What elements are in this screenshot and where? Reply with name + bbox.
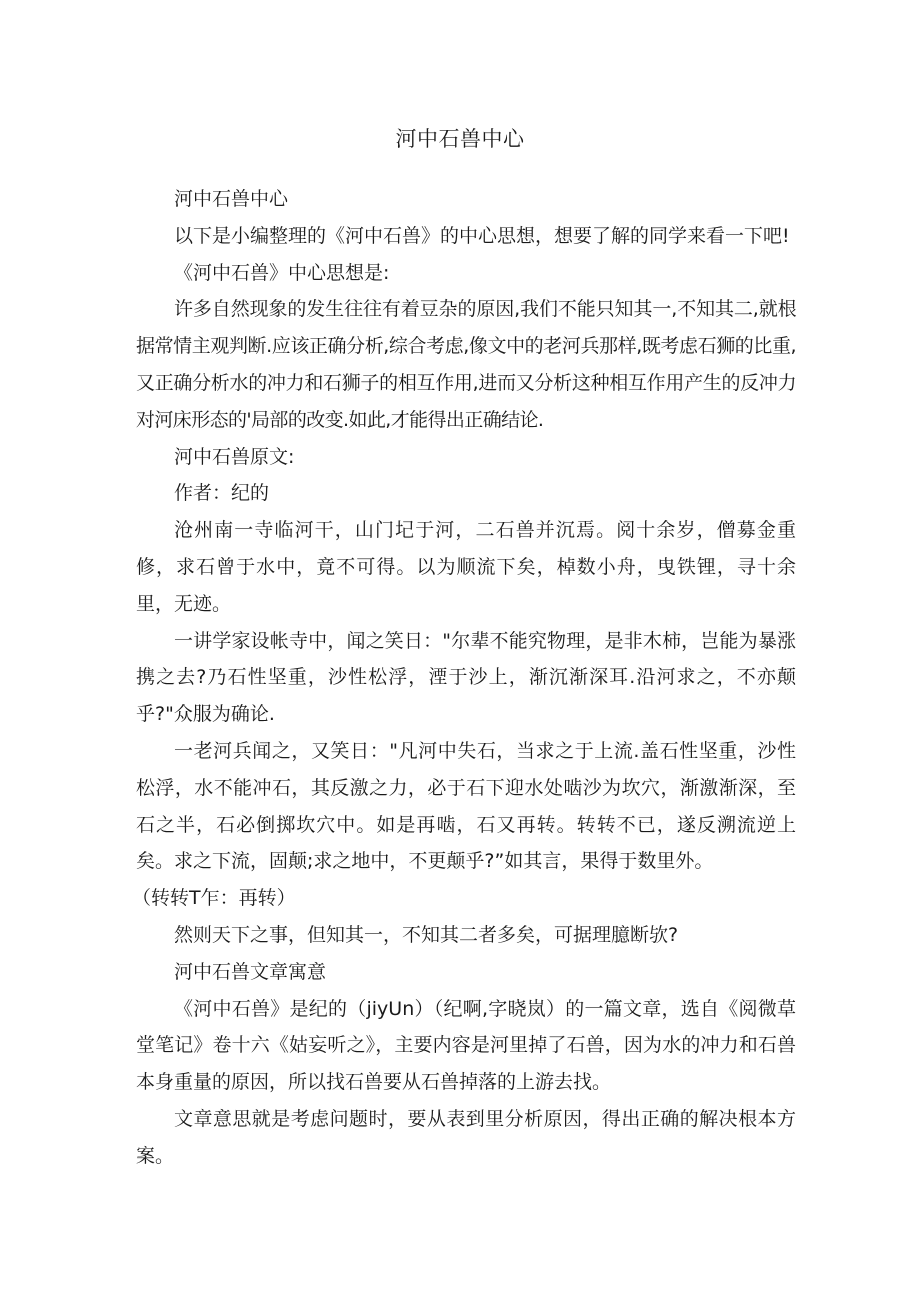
meaning-paragraph-2: 文章意思就是考虑问题时，要从表到里分析原因，得出正确的解决根本方案。 [136, 1107, 796, 1167]
subtitle-paragraph: 河中石兽中心 [174, 188, 289, 210]
document-body [132, 181, 796, 1175]
intro-paragraph: 以下是小编整理的《河中石兽》的中心思想，想要了解的同学来看一下吧! [174, 224, 790, 247]
original-text-conclusion: 然则天下之事，但知其一，不知其二者多矣，可据理臆断欤? [174, 923, 679, 946]
meaning-heading: 河中石兽文章寓意 [174, 960, 327, 983]
meaning-paragraph-1: 《河中石兽》是纪的（jiyUn）（纪啊,字晓岚）的一篇文章，选自《阅微草堂笔记》卷十六《姑妄听之》，主要内容是河里掉了石兽，因为水的冲力和石兽本身重量的原因，所以找石兽要从石兽掉落的上游去找。 [136, 997, 796, 1094]
central-idea-paragraph: 许多自然现象的发生往往有着豆杂的原因,我们不能只知其一,不知其二,就根据常情主观判断.应该正确分析,综合考虑,像文中的老河兵那样,既考虑石狮的比重,又正确分析水的冲力和石狮子的相互作用,进而又分析这种相互作用产生的反冲力对河床形态的'局部的改变.如此,才能得出正确结论. [136, 298, 796, 431]
annotation-note: （转转T乍：再转） [132, 887, 296, 910]
original-text-paragraph-2: 一讲学家设帐寺中，闻之笑日："尔辈不能究物理，是非木柿，岂能为暴涨携之去?乃石性坚重，沙性松浮，湮于沙上，渐沉渐深耳.沿河求之，不亦颠乎?"众服为确论. [136, 629, 796, 726]
page-title: 河中石兽中心 [395, 127, 525, 151]
original-text-heading: 河中石兽原文: [174, 445, 295, 468]
original-text-paragraph-3: 一老河兵闻之，又笑日："凡河中失石，当求之于上流.盖石性坚重，沙性松浮，水不能冲石，其反激之力，必于石下迎水处啮沙为坎穴，渐激渐深，至石之半，石必倒掷坎穴中。如是再啮，石又再转。转转不已，遂反溯流逆上矣。求之下流，固颠;求之地中，不更颠乎?”如其言，果得于数里外。 [136, 739, 796, 873]
author-line: 作者：纪的 [174, 482, 270, 505]
original-text-paragraph-1: 沧州南一寺临河干，山门圮于河，二石兽并沉焉。阅十余岁，僧募金重修，求石曾于水中，竟不可得。以为顺流下矣，棹数小舟，曳铁锂，寻十余里，无迹。 [136, 519, 796, 615]
central-idea-heading: 《河中石兽》中心思想是: [174, 261, 390, 284]
